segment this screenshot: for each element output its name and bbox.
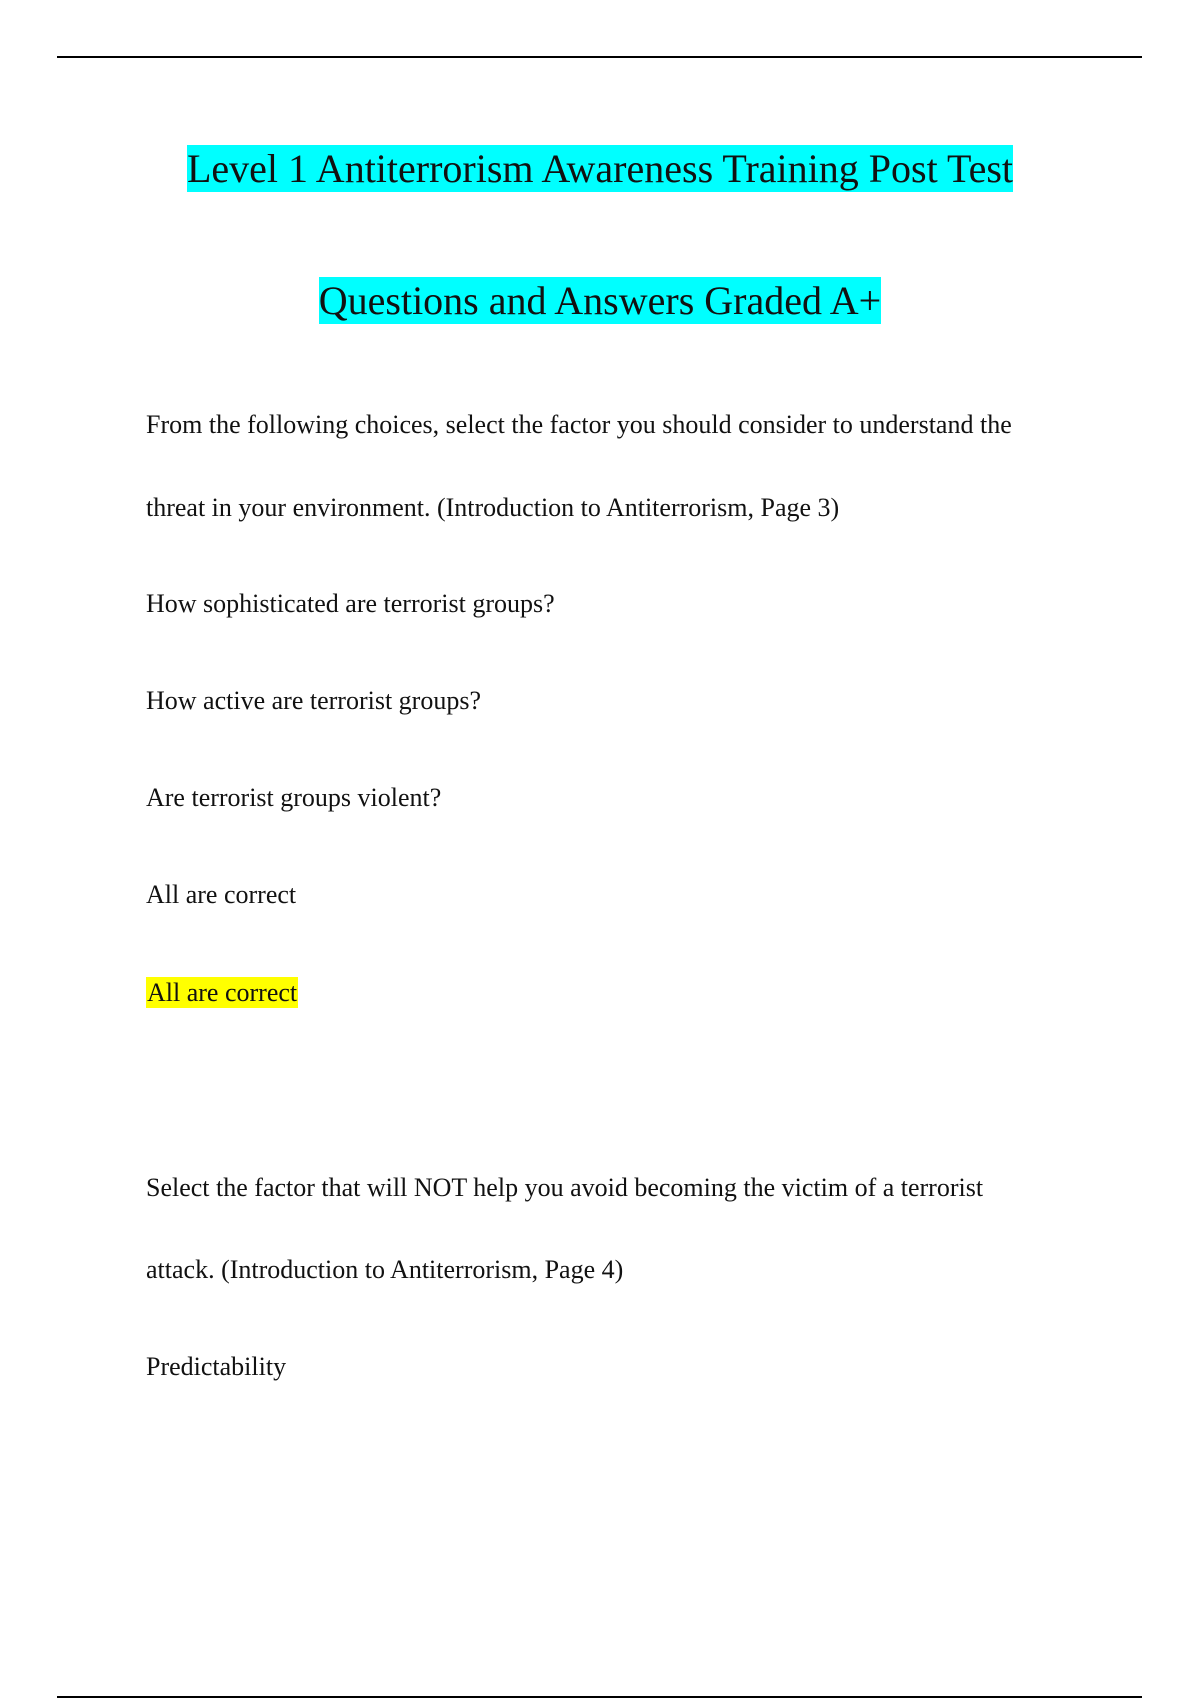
- question-1-option-1: How sophisticated are terrorist groups?: [146, 589, 555, 618]
- title-highlight-1: Level 1 Antiterrorism Awareness Training Post Test: [186, 146, 1014, 191]
- question-2-text-line-1: Select the factor that will NOT help you avoid becoming the victim of a terrorist: [146, 1173, 984, 1202]
- title-highlight-2: Questions and Answers Graded A+: [318, 278, 882, 323]
- question-1-answer: [146, 978, 298, 1008]
- bottom-rule: [57, 1696, 1142, 1698]
- question-1-option-3: Are terrorist groups violent?: [146, 783, 442, 812]
- question-1-option-4: All are correct: [146, 880, 297, 909]
- question-1-option-2: How active are terrorist groups?: [146, 686, 481, 715]
- question-1-text-line-2: threat in your environment. (Introduction to Antiterrorism, Page 3): [146, 493, 840, 522]
- top-rule: [57, 56, 1142, 58]
- document-title-line-2: [0, 278, 1200, 324]
- question-2-text-line-2: attack. (Introduction to Antiterrorism, Page 4): [146, 1255, 624, 1284]
- answer-highlight: All are correct: [147, 978, 298, 1007]
- question-1-text-line-1: From the following choices, select the factor you should consider to understand the: [146, 410, 1012, 439]
- document-title-line-1: [0, 146, 1200, 192]
- question-2-option-1: Predictability: [146, 1352, 287, 1381]
